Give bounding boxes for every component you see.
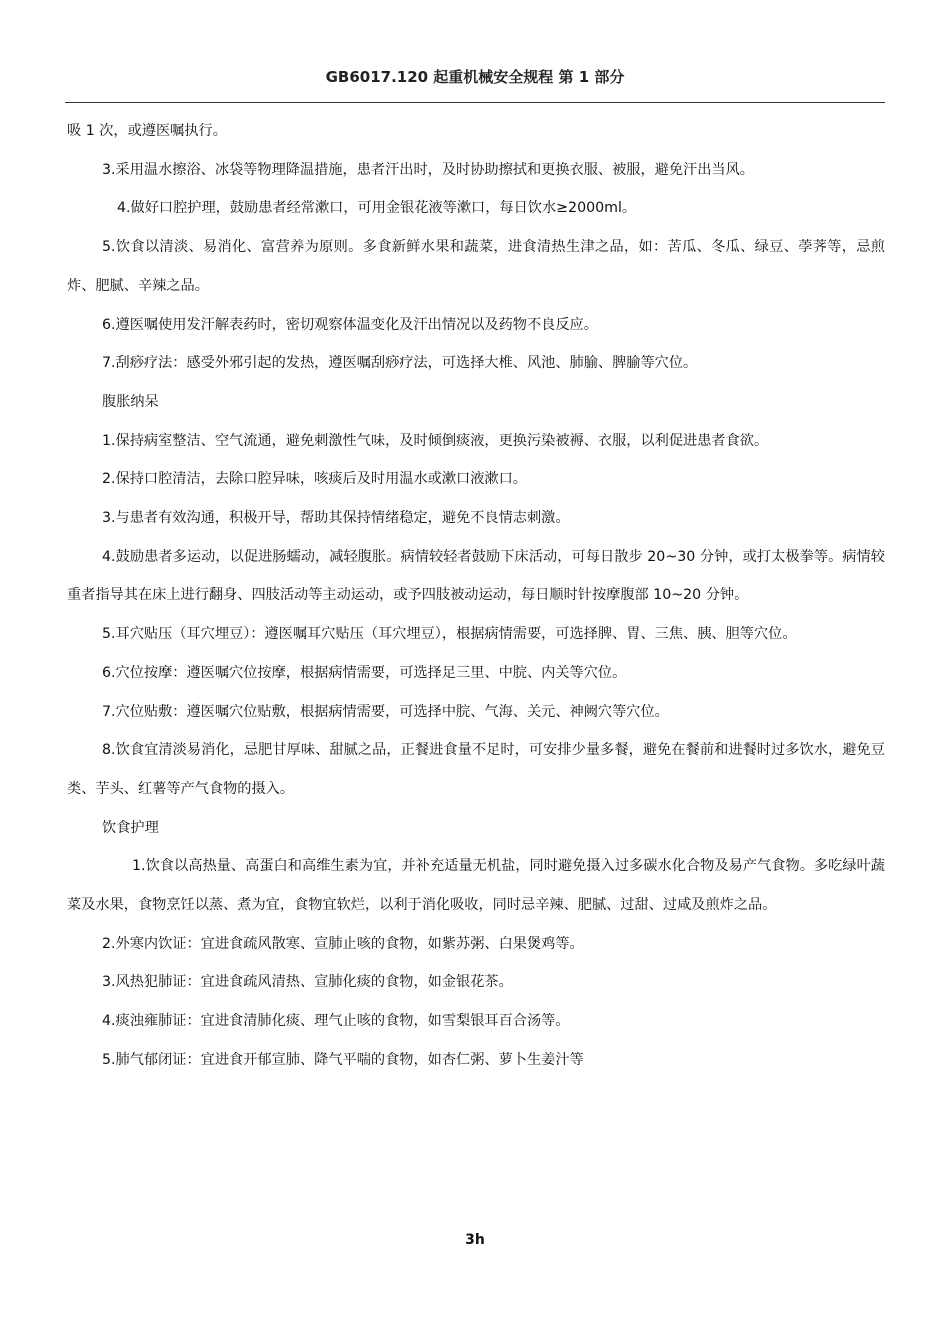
- paragraph: 6.穴位按摩：遵医嘱穴位按摩，根据病情需要，可选择足三里、中脘、内关等穴位。: [102, 664, 627, 681]
- paragraph: 5.肺气郁闭证：宜进食开郁宣肺、降气平喘的食物，如杏仁粥、萝卜生姜汁等: [102, 1051, 584, 1068]
- header-divider: [65, 102, 885, 103]
- document-body: [67, 112, 885, 1080]
- paragraph: 吸 1 次，或遵医嘱执行。: [67, 123, 227, 139]
- page-number: 3h: [465, 1232, 485, 1248]
- paragraph: 2.外寒内饮证：宜进食疏风散寒、宣肺止咳的食物，如紫苏粥、白果煲鸡等。: [102, 935, 584, 952]
- paragraph: 3.与患者有效沟通，积极开导，帮助其保持情绪稳定，避免不良情志刺激。: [102, 510, 570, 527]
- paragraph: 7.刮痧疗法：感受外邪引起的发热，遵医嘱刮痧疗法，可选择大椎、风池、肺腧、脾腧等穴位。: [102, 355, 698, 372]
- paragraph: 1.饮食以高热量、高蛋白和高维生素为宜，并补充适量无机盐，同时避免摄入过多碳水化合物及易产气食物。多吃绿叶蔬菜及水果，食物烹饪以蒸、煮为宜，食物宜软烂，以利于消化吸收，同时忌辛辣、肥腻、过甜、过咸及煎炸之品。: [67, 858, 885, 914]
- paragraph: 6.遵医嘱使用发汗解表药时，密切观察体温变化及汗出情况以及药物不良反应。: [102, 316, 598, 333]
- paragraph: 2.保持口腔清洁，去除口腔异味，咳痰后及时用温水或漱口液漱口。: [102, 471, 527, 488]
- section-heading: 饮食护理: [102, 819, 159, 836]
- paragraph: 5.饮食以清淡、易消化、富营养为原则。多食新鲜水果和蔬菜，进食清热生津之品，如：苦瓜、冬瓜、绿豆、荸荠等，忌煎炸、肥腻、辛辣之品。: [67, 239, 885, 294]
- paragraph: 4.痰浊雍肺证：宜进食清肺化痰、理气止咳的食物，如雪梨银耳百合汤等。: [102, 1013, 570, 1030]
- paragraph: 3.采用温水擦浴、冰袋等物理降温措施，患者汗出时，及时协助擦拭和更换衣服、被服，避免汗出当风。: [102, 161, 754, 178]
- paragraph: 4.做好口腔护理，鼓励患者经常漱口，可用金银花液等漱口，每日饮水≥2000ml。: [117, 200, 637, 217]
- paragraph: 5.耳穴贴压（耳穴埋豆）：遵医嘱耳穴贴压（耳穴埋豆），根据病情需要，可选择脾、胃、三焦、胰、胆等穴位。: [102, 626, 797, 643]
- paragraph: 4.鼓励患者多运动，以促进肠蠕动，减轻腹胀。病情较轻者鼓励下床活动，可每日散步 20~30 分钟，或打太极拳等。病情较重者指导其在床上进行翻身、四肢活动等主动运动，或予四肢被动运动，每日顺时针按摩腹部 10~20 分钟。: [67, 548, 885, 604]
- page-header: GB6017.120 起重机械安全规程 第 1 部分: [325, 68, 625, 86]
- paragraph: 1.保持病室整洁、空气流通，避免刺激性气味，及时倾倒痰液，更换污染被褥、衣服，以利促进患者食欲。: [102, 432, 769, 449]
- section-heading: 腹胀纳呆: [102, 393, 159, 410]
- paragraph: 8.饮食宜清淡易消化，忌肥甘厚味、甜腻之品，正餐进食量不足时，可安排少量多餐，避免在餐前和进餐时过多饮水，避免豆类、芋头、红薯等产气食物的摄入。: [67, 742, 885, 797]
- paragraph: 3.风热犯肺证：宜进食疏风清热、宣肺化痰的食物，如金银花茶。: [102, 974, 513, 991]
- paragraph: 7.穴位贴敷：遵医嘱穴位贴敷，根据病情需要，可选择中脘、气海、关元、神阙穴等穴位。: [102, 703, 669, 720]
